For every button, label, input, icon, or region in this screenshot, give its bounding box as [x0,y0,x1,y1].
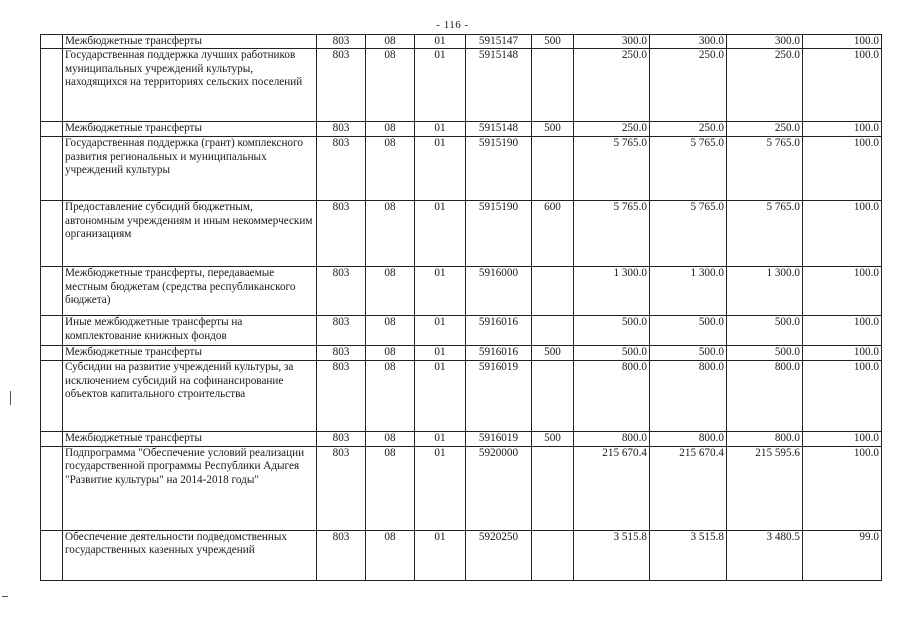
table-row [41,316,882,346]
cell-percent: 100.0 [803,201,882,267]
cell-name: Межбюджетные трансферты [63,346,317,361]
cell-refined: 215 670.4 [650,446,727,530]
table-row [41,432,882,446]
row-gutter-cell [41,530,63,580]
scan-mark-bottom [2,596,8,597]
cell-expense-type: 500 [532,35,574,49]
cell-name: Субсидии на развитие учреждений культуры, за исключением субсидий на софинансирование объектов капитального строительства [63,361,317,432]
cell-subsection: 01 [415,432,466,446]
cell-percent: 100.0 [803,267,882,316]
cell-name: Межбюджетные трансферты [63,35,317,49]
row-gutter-cell [41,267,63,316]
cell-refined: 5 765.0 [650,201,727,267]
cell-target: 5915190 [466,201,532,267]
cell-ministry: 803 [317,137,366,201]
cell-refined: 500.0 [650,316,727,346]
cell-ministry: 803 [317,35,366,49]
row-gutter-cell [41,316,63,346]
cell-percent: 100.0 [803,35,882,49]
cell-target: 5916016 [466,316,532,346]
cell-target: 5920250 [466,530,532,580]
cell-percent: 100.0 [803,137,882,201]
cell-expense-type: 500 [532,122,574,137]
cell-expense-type: 600 [532,201,574,267]
cell-planned: 5 765.0 [574,137,650,201]
cell-refined: 500.0 [650,346,727,361]
row-gutter-cell [41,122,63,137]
cell-expense-type [532,446,574,530]
cell-executed: 3 480.5 [727,530,803,580]
cell-refined: 1 300.0 [650,267,727,316]
cell-name: Подпрограмма "Обеспечение условий реализации государственной программы Республики Адыгея "Развитие культуры" на 2014-2018 годы" [63,446,317,530]
cell-section: 08 [366,267,415,316]
cell-percent: 100.0 [803,346,882,361]
cell-refined: 800.0 [650,432,727,446]
cell-section: 08 [366,49,415,122]
cell-executed: 250.0 [727,122,803,137]
cell-name: Межбюджетные трансферты, передаваемые местным бюджетам (средства республиканского бюджета) [63,267,317,316]
row-gutter-cell [41,432,63,446]
cell-target: 5915148 [466,49,532,122]
cell-refined: 800.0 [650,361,727,432]
cell-planned: 250.0 [574,49,650,122]
cell-planned: 800.0 [574,432,650,446]
cell-target: 5916019 [466,432,532,446]
cell-refined: 5 765.0 [650,137,727,201]
cell-expense-type [532,267,574,316]
cell-target: 5915147 [466,35,532,49]
cell-refined: 3 515.8 [650,530,727,580]
cell-name: Государственная поддержка лучших работников муниципальных учреждений культуры, находящихся на территориях сельских поселений [63,49,317,122]
cell-percent: 100.0 [803,432,882,446]
cell-expense-type [532,49,574,122]
cell-executed: 1 300.0 [727,267,803,316]
cell-executed: 5 765.0 [727,201,803,267]
cell-subsection: 01 [415,137,466,201]
cell-expense-type [532,137,574,201]
row-gutter-cell [41,35,63,49]
cell-subsection: 01 [415,530,466,580]
cell-section: 08 [366,35,415,49]
cell-planned: 300.0 [574,35,650,49]
cell-refined: 250.0 [650,49,727,122]
row-gutter-cell [41,137,63,201]
cell-ministry: 803 [317,49,366,122]
cell-planned: 500.0 [574,316,650,346]
cell-target: 5915190 [466,137,532,201]
cell-subsection: 01 [415,267,466,316]
cell-subsection: 01 [415,346,466,361]
cell-section: 08 [366,346,415,361]
cell-ministry: 803 [317,122,366,137]
row-gutter-cell [41,346,63,361]
cell-executed: 215 595.6 [727,446,803,530]
cell-subsection: 01 [415,316,466,346]
budget-table [40,34,882,581]
cell-section: 08 [366,137,415,201]
cell-executed: 500.0 [727,316,803,346]
cell-name: Обеспечение деятельности подведомственных государственных казенных учреждений [63,530,317,580]
cell-planned: 250.0 [574,122,650,137]
cell-target: 5916019 [466,361,532,432]
row-gutter-cell [41,49,63,122]
cell-executed: 500.0 [727,346,803,361]
cell-ministry: 803 [317,432,366,446]
cell-subsection: 01 [415,49,466,122]
table-row [41,201,882,267]
cell-name: Иные межбюджетные трансферты на комплектование книжных фондов [63,316,317,346]
cell-planned: 800.0 [574,361,650,432]
cell-subsection: 01 [415,446,466,530]
cell-refined: 300.0 [650,35,727,49]
table-row [41,361,882,432]
cell-expense-type [532,530,574,580]
cell-percent: 100.0 [803,122,882,137]
cell-subsection: 01 [415,201,466,267]
cell-section: 08 [366,122,415,137]
cell-subsection: 01 [415,361,466,432]
cell-refined: 250.0 [650,122,727,137]
cell-target: 5915148 [466,122,532,137]
cell-executed: 800.0 [727,432,803,446]
cell-ministry: 803 [317,446,366,530]
cell-percent: 100.0 [803,446,882,530]
cell-target: 5916000 [466,267,532,316]
cell-expense-type: 500 [532,432,574,446]
table-row [41,122,882,137]
cell-ministry: 803 [317,316,366,346]
cell-ministry: 803 [317,201,366,267]
cell-subsection: 01 [415,122,466,137]
cell-subsection: 01 [415,35,466,49]
cell-planned: 215 670.4 [574,446,650,530]
cell-percent: 100.0 [803,49,882,122]
table-row [41,346,882,361]
row-gutter-cell [41,361,63,432]
row-gutter-cell [41,446,63,530]
cell-ministry: 803 [317,530,366,580]
cell-planned: 500.0 [574,346,650,361]
cell-planned: 1 300.0 [574,267,650,316]
cell-executed: 5 765.0 [727,137,803,201]
cell-target: 5916016 [466,346,532,361]
cell-target: 5920000 [466,446,532,530]
cell-section: 08 [366,530,415,580]
cell-section: 08 [366,446,415,530]
table-row [41,446,882,530]
cell-planned: 5 765.0 [574,201,650,267]
cell-expense-type [532,316,574,346]
cell-executed: 800.0 [727,361,803,432]
cell-name: Межбюджетные трансферты [63,122,317,137]
cell-section: 08 [366,432,415,446]
cell-percent: 99.0 [803,530,882,580]
cell-expense-type [532,361,574,432]
cell-section: 08 [366,201,415,267]
table-row [41,35,882,49]
table-row [41,137,882,201]
table-row [41,49,882,122]
cell-name: Государственная поддержка (грант) комплексного развития региональных и муниципальных учреждений культуры [63,137,317,201]
cell-section: 08 [366,316,415,346]
cell-executed: 250.0 [727,49,803,122]
cell-percent: 100.0 [803,316,882,346]
page-number: - 116 - [436,19,469,31]
table-row [41,530,882,580]
row-gutter-cell [41,201,63,267]
cell-executed: 300.0 [727,35,803,49]
cell-planned: 3 515.8 [574,530,650,580]
cell-name: Межбюджетные трансферты [63,432,317,446]
cell-percent: 100.0 [803,361,882,432]
scan-mark-left [10,391,11,405]
cell-section: 08 [366,361,415,432]
cell-expense-type: 500 [532,346,574,361]
cell-ministry: 803 [317,267,366,316]
cell-ministry: 803 [317,346,366,361]
cell-ministry: 803 [317,361,366,432]
table-row [41,267,882,316]
cell-name: Предоставление субсидий бюджетным, автономным учреждениям и иным некоммерческим организациям [63,201,317,267]
